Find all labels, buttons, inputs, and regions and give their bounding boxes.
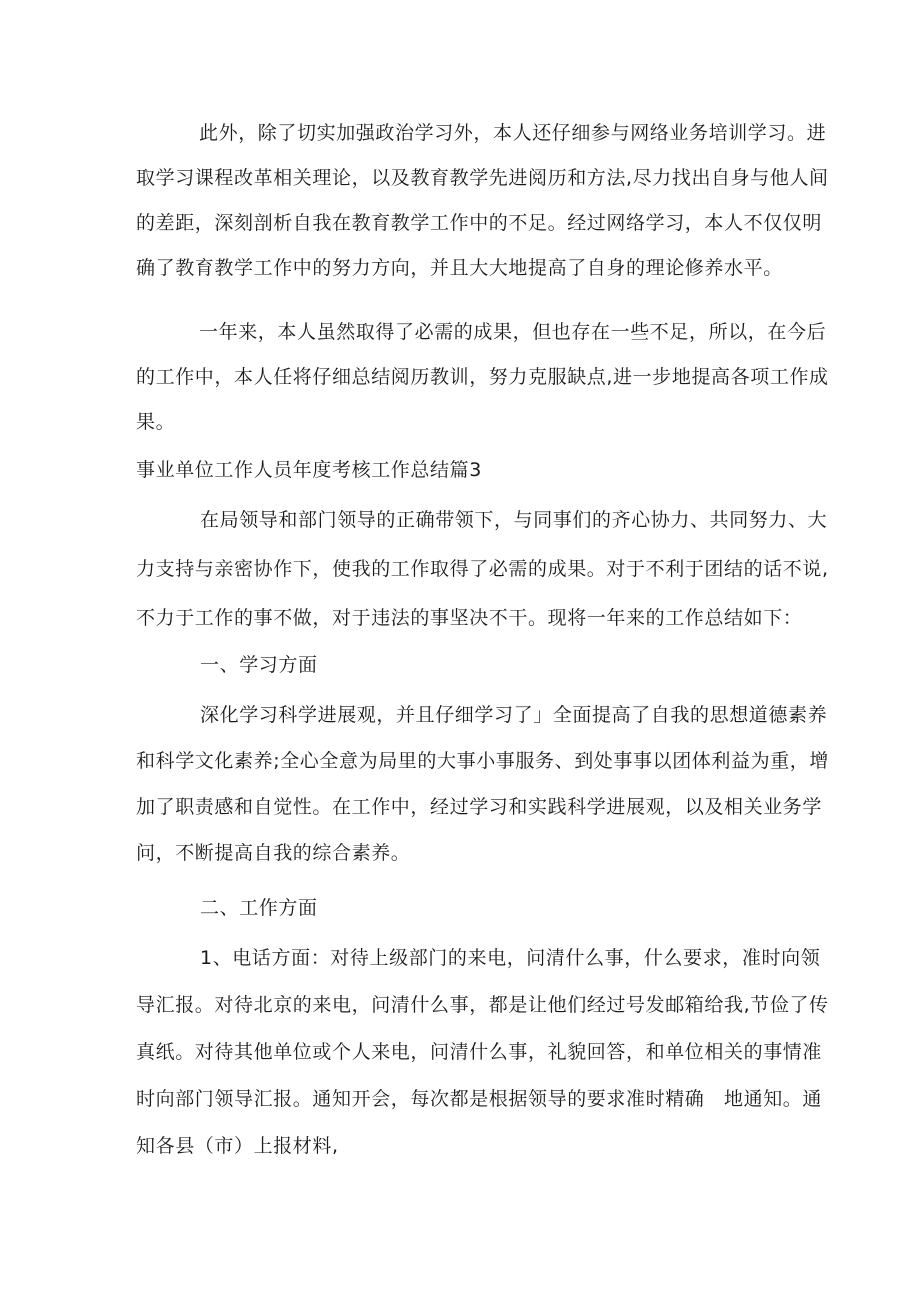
- section-1-title: 一、学习方面: [200, 654, 318, 676]
- section-2-title: 二、工作方面: [200, 897, 318, 919]
- paragraph-5-line-4: 时向部门领导汇报。通知开会，每次都是根据领导的要求准时精确 地通知。通: [136, 1088, 823, 1110]
- paragraph-2-line-2: 的工作中，本人任将仔细总结阅历教训，努力克服缺点,进一步地提高各项工作成: [136, 366, 829, 388]
- paragraph-1-line-4: 确了教育教学工作中的努力方向，并且大大地提高了自身的理论修养水平。: [136, 257, 783, 279]
- paragraph-1-line-2: 取学习课程改革相关理论，以及教育教学先进阅历和方法,尽力找出自身与他人间: [136, 167, 829, 189]
- paragraph-5-line-5: 知各县（市）上报材料,: [136, 1135, 339, 1157]
- paragraph-3-line-2: 力支持与亲密协作下，使我的工作取得了必需的成果。对于不利于团结的话不说,: [136, 558, 829, 580]
- section-heading: 事业单位工作人员年度考核工作总结篇3: [136, 459, 482, 481]
- paragraph-2-line-3: 果。: [136, 411, 176, 433]
- paragraph-2-line-1: 一年来，本人虽然取得了必需的成果，但也存在一些不足，所以，在今后: [199, 321, 827, 343]
- paragraph-1-line-3: 的差距，深刻剖析自我在教育教学工作中的不足。经过网络学习，本人不仅仅明: [136, 212, 823, 234]
- paragraph-1-line-1: 此外，除了切实加强政治学习外，本人还仔细参与网络业务培训学习。进: [199, 122, 827, 144]
- paragraph-4-line-1: 深化学习科学进展观，并且仔细学习了」全面提高了自我的思想道德素养: [200, 704, 828, 726]
- paragraph-5-line-2: 导汇报。对待北京的来电，问清什么事，都是让他们经过号发邮箱给我,节俭了传: [136, 994, 829, 1016]
- paragraph-5-line-3: 真纸。对待其他单位或个人来电，问清什么事，礼貌回答，和单位相关的事情准: [136, 1041, 823, 1063]
- paragraph-4-line-2: 和科学文化素养;全心全意为局里的大事小事服务、到处事事以团体利益为重，增: [136, 750, 830, 772]
- paragraph-4-line-4: 问，不断提高自我的综合素养。: [136, 842, 411, 864]
- paragraph-4-line-3: 加了职责感和自觉性。在工作中，经过学习和实践科学进展观，以及相关业务学: [136, 796, 823, 818]
- paragraph-3-line-3: 不力于工作的事不做，对于违法的事坚决不干。现将一年来的工作总结如下：: [136, 607, 803, 629]
- paragraph-5-line-1: 1、电话方面：对待上级部门的来电，问清什么事，什么要求，准时向领: [200, 947, 821, 969]
- paragraph-3-line-1: 在局领导和部门领导的正确带领下，与同事们的齐心协力、共同努力、大: [200, 509, 828, 531]
